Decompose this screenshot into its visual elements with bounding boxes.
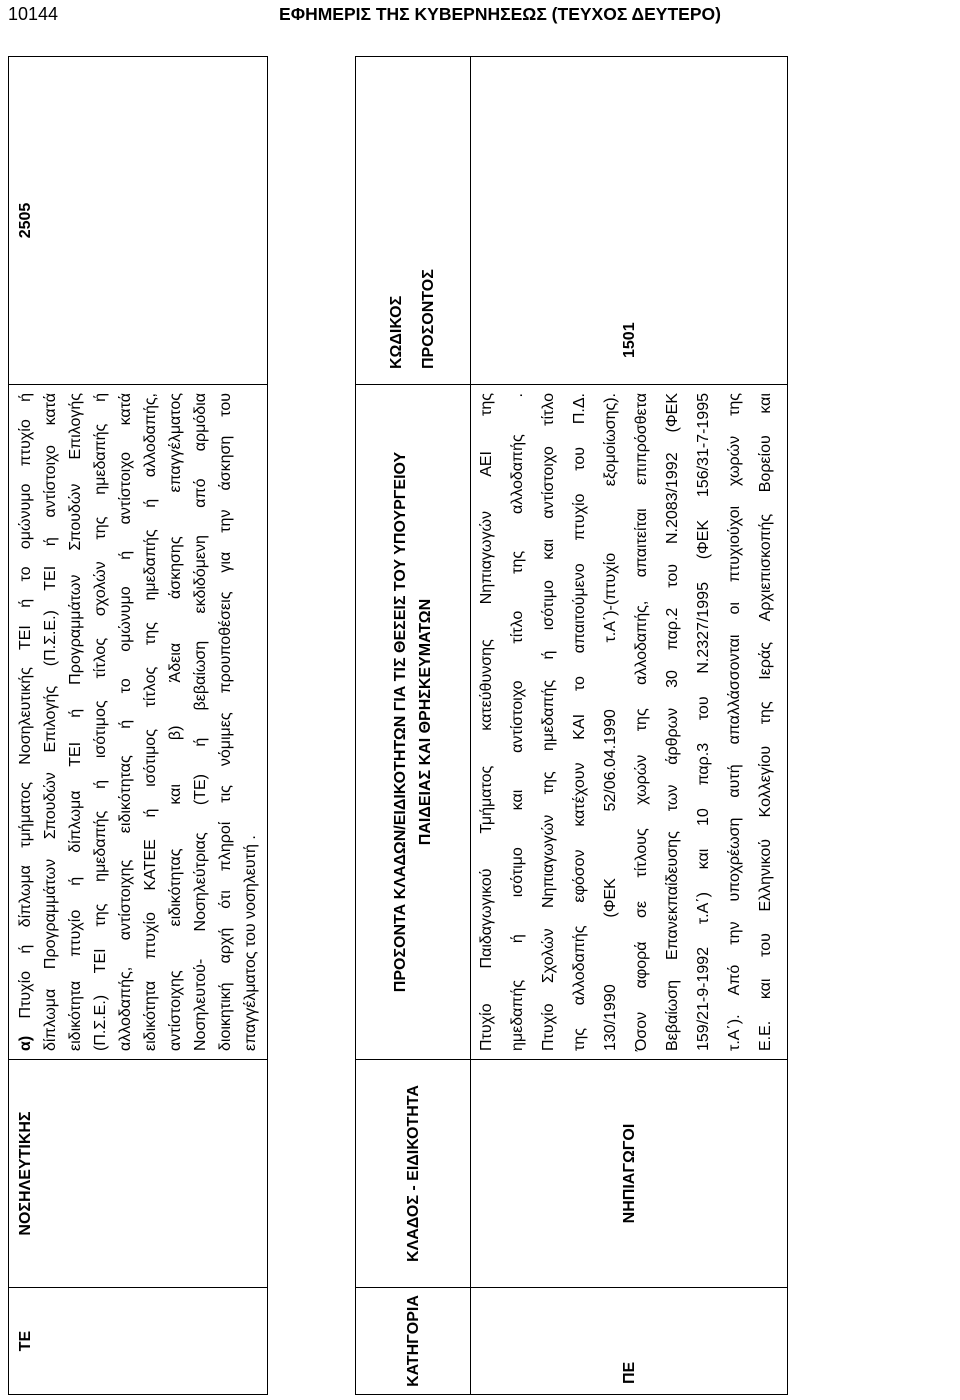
qualification-line: επαγγέλματος του νοσηλευτή . bbox=[242, 835, 259, 1051]
code-cell: 2505 bbox=[9, 57, 268, 385]
header-category: ΚΑΤΗΓΟΡΙΑ bbox=[356, 1288, 471, 1395]
qualification-line: της αλλοδαπής εφόσον κατέχουν ΚΑΙ το απαιτούμενο πτυχίο του Π.Δ. bbox=[571, 393, 588, 1051]
qualification-line: Νοσηλευτού- Νοσηλεύτριας (ΤΕ) ή βεβαίωση εκδιδόμενη από αρμόδια bbox=[192, 393, 209, 1051]
qualification-line: 159/21-9-1992 τ.Α΄) και 10 παρ.3 του Ν.2327/1995 (ΦΕΚ 156/31-7-1995 bbox=[695, 393, 712, 1051]
qualification-text: Πτυχίο ή δίπλωμα τμήματος Νοσηλευτικής ΤΕΙ ή το ομώνυμο πτυχίο ή bbox=[17, 392, 34, 1019]
qualification-line: Ε.Ε. και του Ελληνικού Κολλεγίου της Ιεράς Αρχιεπισκοπής Βορείου και bbox=[757, 393, 774, 1051]
qualification-line: διοικητική αρχή ότι πληροί τις νόμιμες προυποθέσεις για την άσκηση του bbox=[217, 393, 234, 1051]
qualification-line: 130/1990 (ΦΕΚ 52/06.04.1990 τ.Α΄)-(πτυχίο εξομοίωσης). bbox=[602, 393, 619, 1051]
qualification-line: Πτυχίο Παιδαγωγικού Τμήματος κατεύθυνσης Νηπιαγωγών ΑΕΙ της bbox=[478, 393, 495, 1051]
qualification-line: (Π.Σ.Ε.) ΤΕΙ της ημεδαπής ή ισότιμος τίτλος σχολών της ημεδαπής ή bbox=[92, 393, 109, 1051]
preschool-table-grid bbox=[355, 56, 788, 1395]
header-branch: ΚΛΑΔΟΣ - ΕΙΔΙΚΟΤΗΤΑ bbox=[356, 1060, 471, 1288]
category-cell: ΠΕ bbox=[471, 1288, 788, 1395]
header-code-line: ΠΡΟΣΟΝΤΟΣ bbox=[420, 269, 437, 369]
header-qualifications-line: ΠΑΙΔΕΙΑΣ ΚΑΙ ΘΡΗΣΚΕΥΜΑΤΩΝ bbox=[417, 598, 434, 846]
qualification-line: δίπλωμα Προγραμμάτων Σπουδών Επιλογής (Π.Σ.Ε.) ΤΕΙ ή αντίστοιχο κατά bbox=[42, 393, 59, 1051]
category-cell: ΤΕ bbox=[9, 1288, 268, 1395]
preschool-qualifications-table bbox=[355, 57, 787, 1395]
qualification-line: Όσον αφορά σε τίτλους χωρών της αλλοδαπής, απαιτείται επιπρόσθετα bbox=[633, 393, 650, 1051]
qualification-line: τ.Α΄). Από την υποχρέωση αυτή απαλλάσσονται οι πτυχιούχοι χωρών της bbox=[726, 393, 743, 1051]
qualification-line: ημεδαπής ή ισότιμο και αντίστοιχο τίτλο της αλλοδαπής . bbox=[509, 393, 526, 1051]
qualification-line: αντίστοιχης ειδικότητας και β) Άδεια άσκησης επαγγέλματος bbox=[167, 393, 184, 1051]
table-row bbox=[471, 57, 788, 1395]
branch-cell: ΝΗΠΙΑΓΩΓΟΙ bbox=[471, 1060, 788, 1288]
qualification-line: Πτυχίο Σχολών Νηπιαγωγών της ημεδαπής ή ισότιμο και αντίστοιχο τίτλο bbox=[540, 393, 557, 1051]
qualification-line: Βεβαίωση Επανεκπαίδευσης των άρθρων 30 παρ.2 του Ν.2083/1992 (ΦΕΚ bbox=[664, 393, 681, 1051]
qualification-line bbox=[13, 393, 38, 1051]
branch-cell: ΝΟΣΗΛΕΥΤΙΚΗΣ bbox=[9, 1060, 268, 1288]
table-header-row bbox=[356, 57, 471, 1395]
code-cell: 1501 bbox=[471, 57, 788, 385]
gazette-title: ΕΦΗΜΕΡΙΣ ΤΗΣ ΚΥΒΕΡΝΗΣΕΩΣ (ΤΕΥΧΟΣ ΔΕΥΤΕΡΟ) bbox=[279, 4, 721, 24]
qualification-line: ειδικότητα πτυχίο ΚΑΤΕΕ ή ισότιμος τίτλος της ημεδαπής ή αλλοδαπής, bbox=[142, 393, 159, 1051]
header-code bbox=[356, 57, 471, 385]
nursing-qualifications-table bbox=[8, 57, 268, 1395]
qualifications-cell bbox=[471, 385, 788, 1060]
table-row bbox=[9, 57, 268, 1395]
nursing-table-grid bbox=[8, 56, 268, 1395]
qualifications-cell bbox=[9, 385, 268, 1060]
header-code-line: ΚΩΔΙΚΟΣ bbox=[388, 295, 405, 369]
page-number: 10144 bbox=[8, 4, 59, 24]
qualification-line: ειδικότητα πτυχίο ή δίπλωμα ΤΕΙ ή Προγραμμάτων Σπουδών Επιλογής bbox=[67, 393, 84, 1051]
item-marker: α) bbox=[17, 1035, 34, 1051]
header-qualifications-line: ΠΡΟΣΟΝΤΑ ΚΛΑΔΩΝ/ΕΙΔΙΚΟΤΗΤΩΝ ΓΙΑ ΤΙΣ ΘΕΣΕΙΣ ΤΟΥ ΥΠΟΥΡΓΕΙΟΥ bbox=[392, 451, 409, 993]
header-qualifications bbox=[356, 385, 471, 1060]
qualification-line: αλλοδαπής, αντίστοιχης ειδικότητας ή το ομώνυμο ή αντίστοιχο κατά bbox=[117, 393, 134, 1051]
